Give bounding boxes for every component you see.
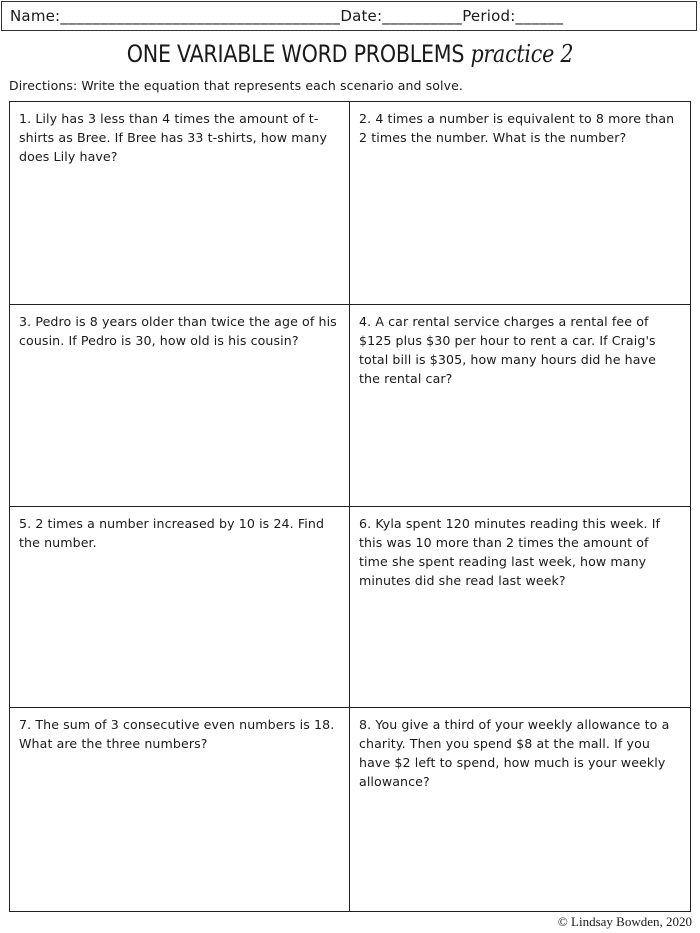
problems-grid (9, 101, 691, 912)
title-main: ONE VARIABLE WORD PROBLEMS (126, 40, 471, 68)
directions: Directions: Write the equation that represents each scenario and solve. (9, 78, 463, 93)
problem-text: 1. Lily has 3 less than 4 times the amount of t-shirts as Bree. If Bree has 33 t-shirts, how many does Lily have? (19, 111, 328, 164)
name-field[interactable]: ___________________________________ (60, 7, 341, 25)
student-info-header (1, 1, 697, 31)
date-field[interactable]: __________ (382, 7, 463, 25)
name-label: Name: (10, 7, 61, 25)
problem-text: 8. You give a third of your weekly allowance to a charity. Then you spend $8 at the mall. If you have $2 left to spend, how much is your weekly allowance? (359, 717, 670, 789)
problem-cell-1[interactable] (10, 102, 350, 305)
problem-cell-7[interactable] (10, 708, 350, 911)
problem-text: 3. Pedro is 8 years older than twice the age of his cousin. If Pedro is 30, how old is his cousin? (19, 314, 337, 348)
problem-text: 5. 2 times a number increased by 10 is 24. Find the number. (19, 516, 325, 550)
copyright-notice: © Lindsay Bowden, 2020 (557, 914, 692, 929)
problem-cell-3[interactable] (10, 305, 350, 507)
period-field[interactable]: ______ (515, 7, 564, 25)
problem-text: 2. 4 times a number is equivalent to 8 more than 2 times the number. What is the number? (359, 111, 675, 145)
problem-cell-5[interactable] (10, 507, 350, 708)
period-label: Period: (462, 7, 516, 25)
problem-cell-8[interactable] (350, 708, 690, 911)
problem-cell-6[interactable] (350, 507, 690, 708)
problem-cell-4[interactable] (350, 305, 690, 507)
date-label: Date: (340, 7, 383, 25)
problem-text: 4. A car rental service charges a rental fee of $125 plus $30 per hour to rent a car. If Craig's total bill is $305, how many hours did he have the rental car? (359, 314, 656, 386)
problem-cell-2[interactable] (350, 102, 690, 305)
problem-text: 7. The sum of 3 consecutive even numbers is 18. What are the three numbers? (19, 717, 335, 751)
problem-text: 6. Kyla spent 120 minutes reading this week. If this was 10 more than 2 times the amount of time she spent reading last week, how many minutes did she read last week? (359, 516, 661, 588)
worksheet-title (49, 40, 651, 68)
title-script: practice 2 (470, 40, 574, 68)
